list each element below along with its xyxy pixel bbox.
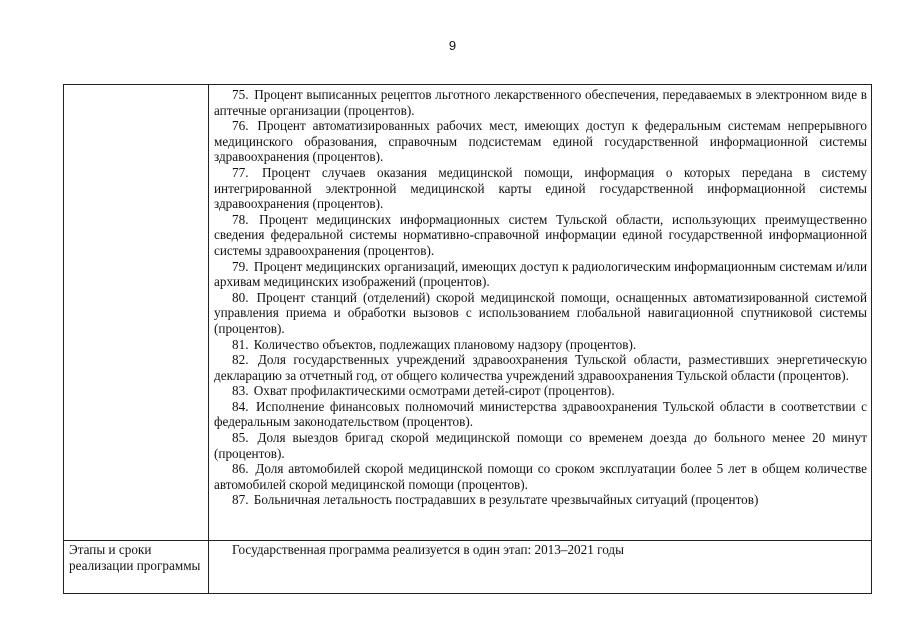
indicator-item: 79. Процент медицинских организаций, имеющих доступ к радиологическим информационным системам и/или архивам медицинских изображений (процентов). bbox=[214, 258, 868, 290]
indicator-item: 77. Процент случаев оказания медицинской помощи, информация о которых передана в систему интегрированной электронной медицинской карты единой государственной информационной системы здравоохранения (процентов). bbox=[214, 164, 868, 212]
stages-value: Государственная программа реализуется в один этап: 2013–2021 годы bbox=[209, 541, 872, 594]
indicator-item: 80. Процент станций (отделений) скорой медицинской помощи, оснащенных автоматизированной системой управления приема и обработки вызовов с использованием глобальной навигационной спутниковой системы (процентов). bbox=[214, 289, 868, 336]
indicators-row bbox=[64, 85, 872, 541]
stages-label: Этапы и сроки реализации программы bbox=[64, 541, 209, 594]
indicator-item: 86. Доля автомобилей скорой медицинской помощи со сроком эксплуатации более 5 лет в общем количестве автомобилей скорой медицинской помощи (процентов). bbox=[214, 461, 868, 492]
indicators-label-cell bbox=[64, 85, 209, 541]
indicator-item: 83. Охват профилактическими осмотрами детей-сирот (процентов). bbox=[232, 383, 615, 399]
indicator-item: 75. Процент выписанных рецептов льготного лекарственного обеспечения, передаваемых в электронном виде в аптечные организации (процентов). bbox=[214, 87, 868, 118]
indicators-list bbox=[209, 85, 872, 541]
indicator-item: 85. Доля выездов бригад скорой медицинской помощи со временем доезда до больного менее 20 минут (процентов). bbox=[214, 430, 868, 461]
indicator-item: 78. Процент медицинских информационных систем Тульской области, использующих преимущественно сведения федеральной системы нормативно-справочной информации единой государственной информационной системы здравоохранения (процентов). bbox=[214, 211, 867, 258]
program-passport-table bbox=[63, 84, 872, 594]
indicator-item: 87. Больничная летальность пострадавших в результате чрезвычайных ситуаций (процентов) bbox=[232, 492, 759, 508]
indicator-item: 82. Доля государственных учреждений здравоохранения Тульской области, разместивших энергетическую декларацию за отчетный год, от общего количества учреждений здравоохранения Тульской области (процентов). bbox=[214, 352, 867, 383]
indicator-item: 81. Количество объектов, подлежащих плановому надзору (процентов). bbox=[232, 336, 637, 352]
stages-row bbox=[64, 541, 872, 594]
indicator-item: 84. Исполнение финансовых полномочий министерства здравоохранения Тульской области в соответствии с федеральным законодательством (процентов). bbox=[214, 398, 867, 430]
indicator-item: 76. Процент автоматизированных рабочих мест, имеющих доступ к федеральным системам непрерывного медицинского образования, справочным подсистемам единой государственной информационной системы здравоохранения (процентов). bbox=[214, 118, 867, 165]
page-number: 9 bbox=[448, 38, 457, 53]
